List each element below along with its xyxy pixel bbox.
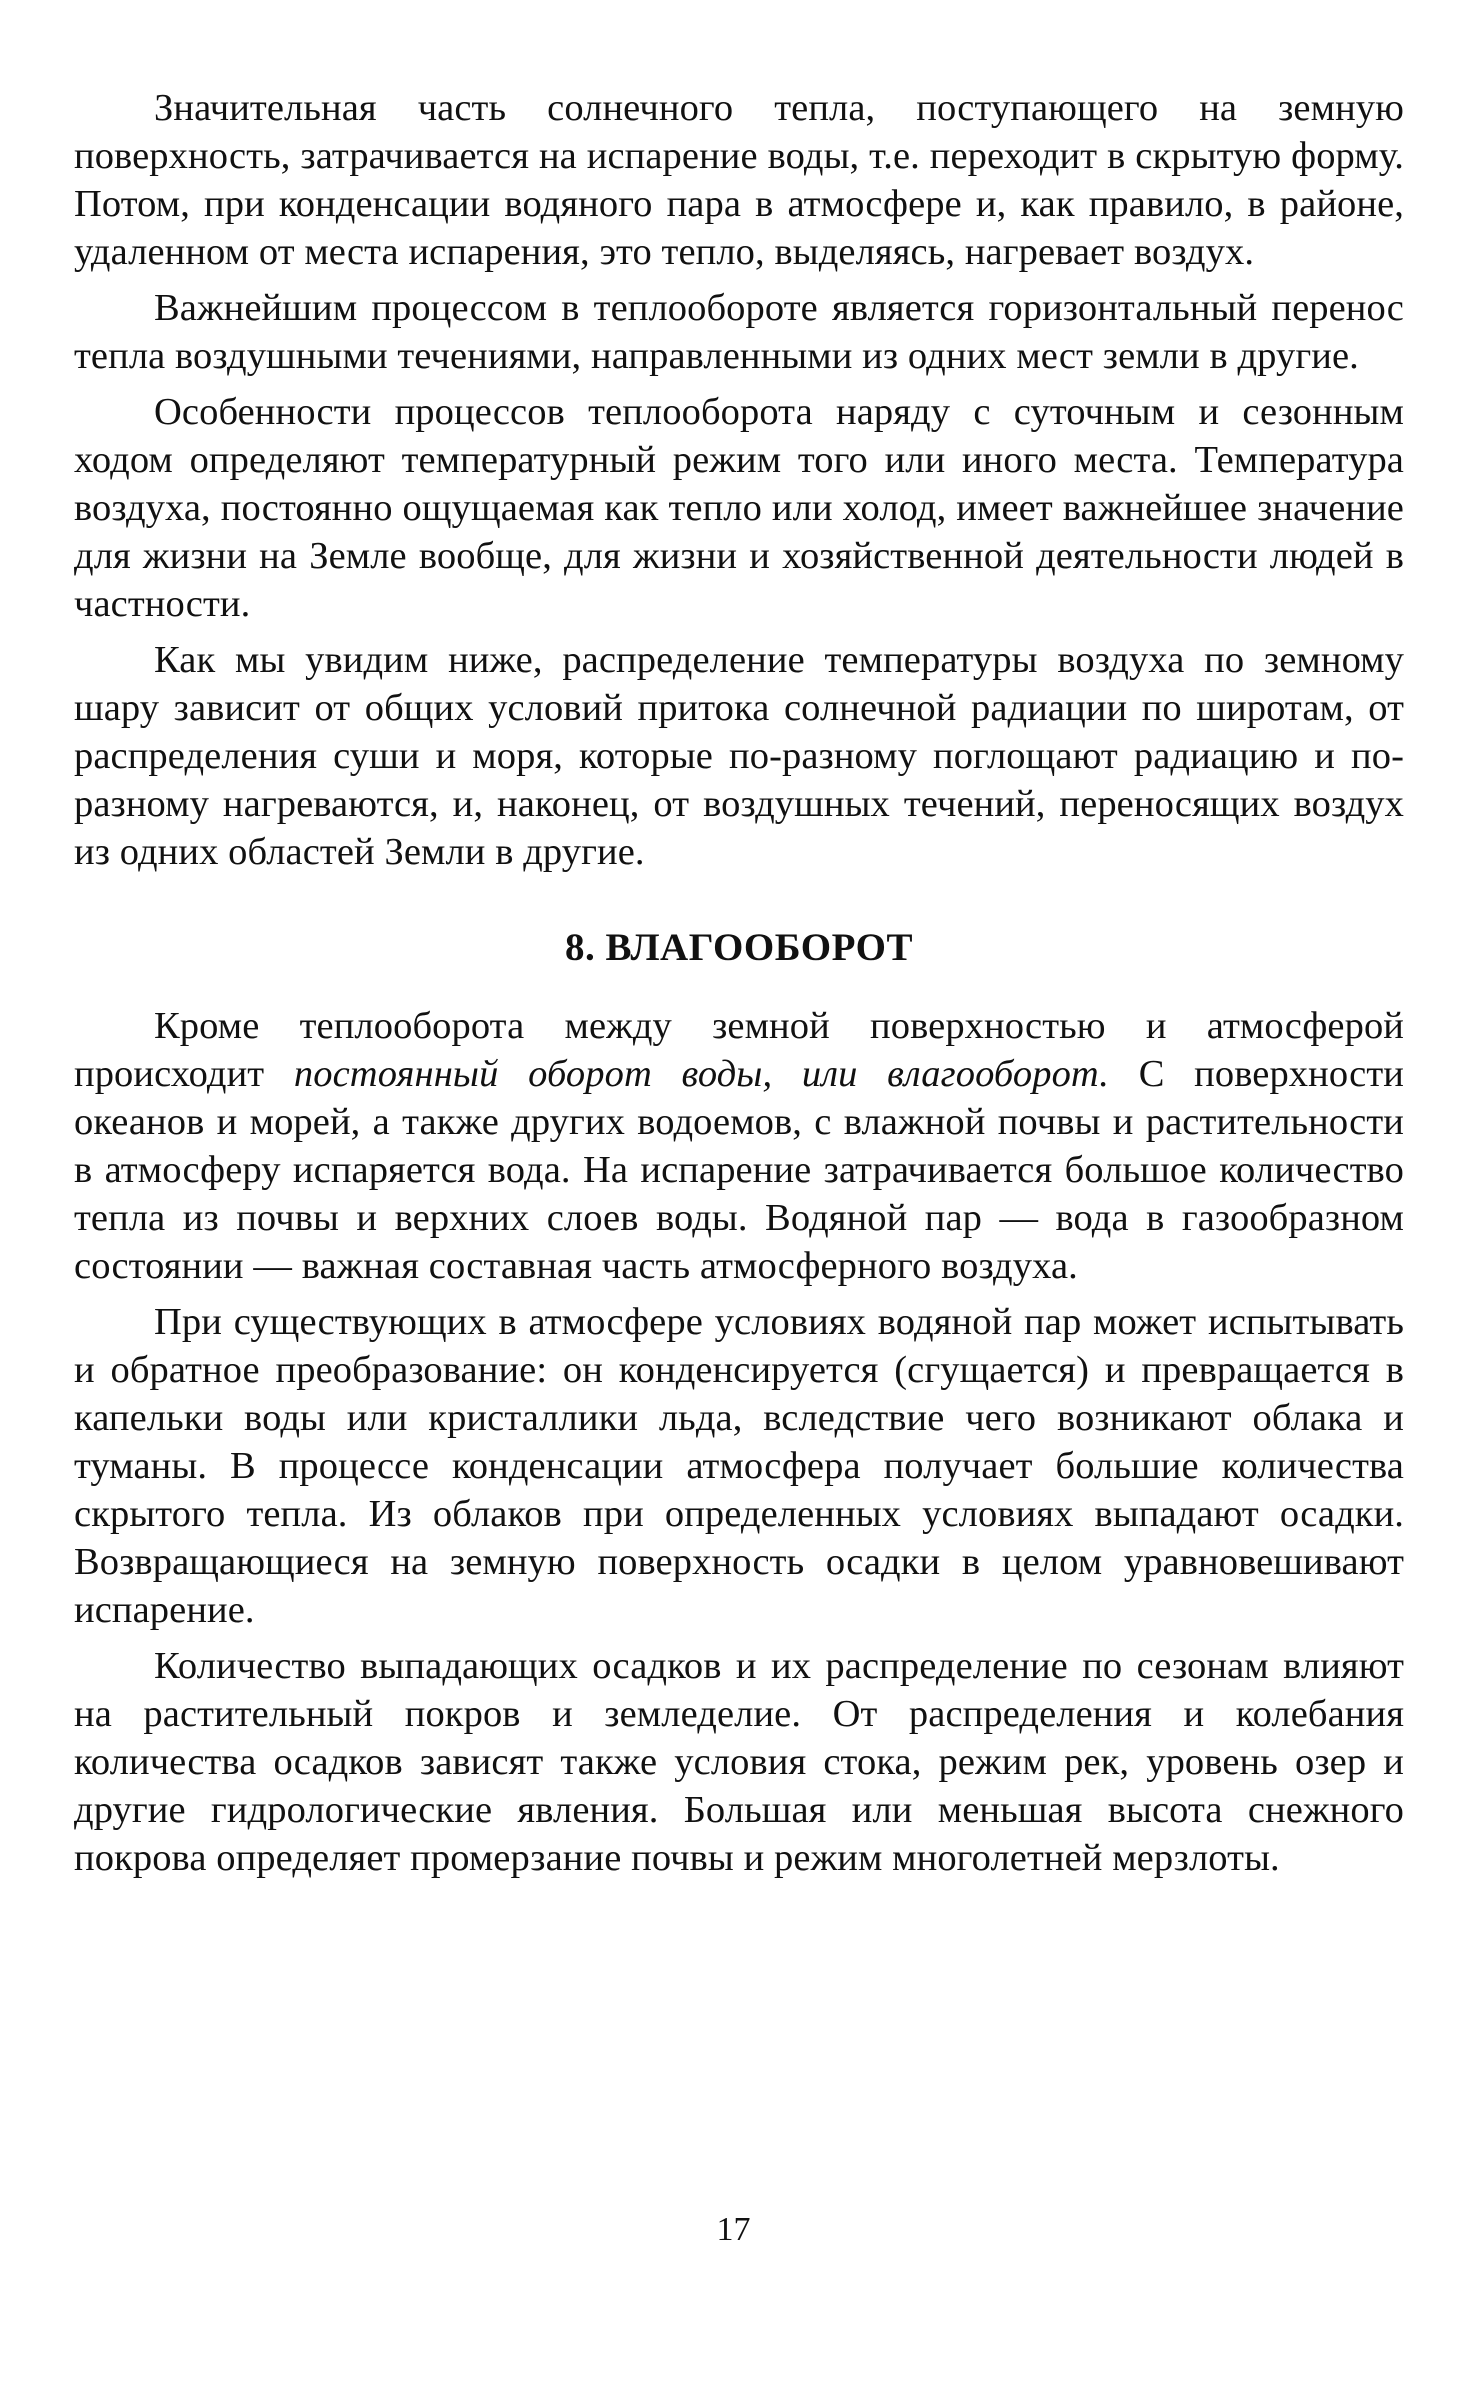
paragraph-2: Важнейшим процессом в теплообороте является горизонтальный перенос тепла воздушными течениями, направленными из одних мест земли в другие. — [74, 287, 1404, 377]
paragraph-5 — [74, 1002, 1404, 1290]
paragraph-5-italic-term: постоянный оборот воды, или влагооборот. — [293, 1053, 1110, 1095]
page-number: 17 — [716, 2211, 751, 2248]
paragraph-7: Количество выпадающих осадков и их распределение по сезонам влияют на растительный покров и земледелие. От распределения и колебания количества осадков зависят также условия стока, режим рек, уровень озер и другие гидрологические явления. Большая или меньшая высота снежного покрова определяет промерзание почвы и режим многолетней мерзлоты. — [74, 1645, 1404, 1879]
paragraph-3: Особенности процессов теплооборота наряду с суточным и сезонным ходом определяют температурный режим того или иного места. Температура воздуха, постоянно ощущаемая как тепло или холод, имеет важнейшее значение для жизни на Земле вообще, для жизни и хозяйственной деятельности людей в частности. — [74, 391, 1404, 625]
paragraph-5-end: С поверхности океанов и морей, а также других водоемов, с влажной почвы и растительности в атмосферу испаряется вода. На испарение затрачивается большое количество тепла из почвы и верхних слоев воды. Водяной пар — вода в газообразном состоянии — важная составная часть атмосферного воздуха. — [74, 1053, 1404, 1287]
paragraph-4: Как мы увидим ниже, распределение температуры воздуха по земному шару зависит от общих условий притока солнечной радиации по широтам, от распределения суши и моря, которые по-разному поглощают радиацию и по-разному нагреваются, и, наконец, от воздушных течений, переносящих воздух из одних областей Земли в другие. — [74, 639, 1404, 873]
section-heading: 8. ВЛАГООБОРОТ — [564, 926, 914, 969]
page-body — [74, 84, 1404, 1890]
paragraph-6: При существующих в атмосфере условиях водяной пар может испытывать и обратное преобразование: он конденсируется (сгущается) и превращается в капельки воды или кристаллики льда, вследствие чего возникают облака и туманы. В процессе конденсации атмосфера получает большие количества скрытого тепла. Из облаков при определенных условиях выпадают осадки. Возвращающиеся на земную поверхность осадки в целом уравновешивают испарение. — [74, 1301, 1404, 1631]
paragraph-1: Значительная часть солнечного тепла, поступающего на земную поверхность, затрачивается на испарение воды, т.е. переходит в скрытую форму. Потом, при конденсации водяного пара в атмосфере и, как правило, в районе, удаленном от места испарения, это тепло, выделяясь, нагревает воздух. — [74, 87, 1404, 273]
paragraph-5-start: Кроме теплооборота между земной поверхностью и атмосферой происходит — [74, 1005, 1404, 1095]
